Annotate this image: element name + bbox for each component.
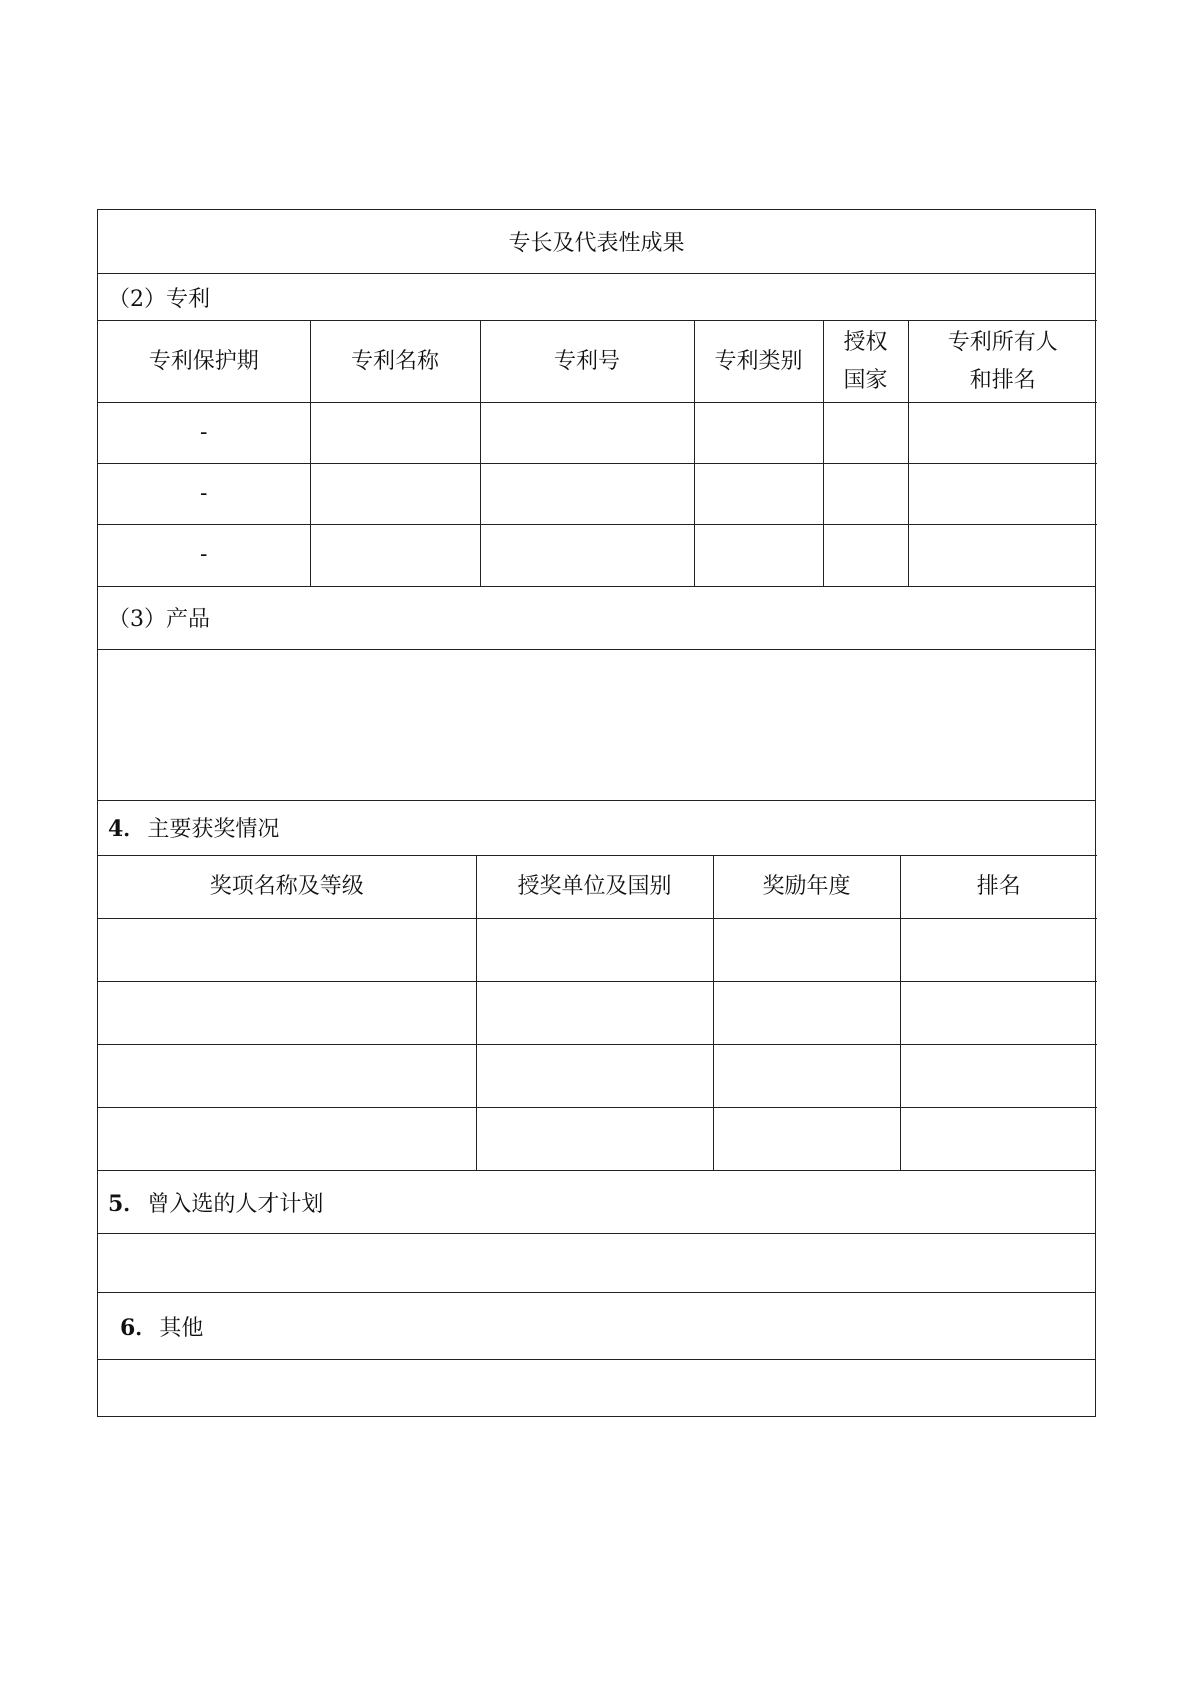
patent-cell[interactable] (823, 403, 908, 464)
patent-cell[interactable]: - (98, 525, 310, 586)
header-protection-period: 专利保护期 (98, 321, 310, 403)
header-patent-number: 专利号 (480, 321, 694, 403)
award-cell[interactable] (476, 918, 713, 981)
award-cell[interactable] (713, 981, 900, 1044)
achievements-form (97, 209, 1096, 1417)
patent-section-number: （2） (108, 286, 166, 312)
patent-section (97, 209, 1096, 586)
patent-cell[interactable] (480, 464, 694, 525)
award-cell[interactable] (900, 1107, 1097, 1170)
table-row (98, 525, 1097, 586)
header-owner-line2: 和排名 (969, 367, 1036, 393)
header-award-unit: 授奖单位及国别 (476, 855, 713, 918)
header-auth-country-line2: 国家 (843, 367, 888, 393)
patent-cell[interactable] (694, 403, 823, 464)
patent-section-label (98, 274, 1095, 320)
awards-section-label (98, 801, 1095, 855)
product-section-label (98, 587, 1095, 649)
awards-table (98, 855, 1097, 1171)
other-entry-area[interactable] (98, 1359, 1095, 1416)
table-row (98, 981, 1097, 1044)
award-cell[interactable] (900, 1044, 1097, 1107)
patent-cell[interactable]: - (98, 464, 310, 525)
product-section-number: （3） (108, 607, 166, 632)
awards-section (97, 800, 1096, 1171)
talent-section-number: 5． (108, 1190, 146, 1217)
patent-cell[interactable] (823, 525, 908, 586)
header-auth-country-line1: 授权 (843, 329, 888, 355)
award-cell[interactable] (713, 918, 900, 981)
award-cell[interactable] (476, 1107, 713, 1170)
patent-section-text: 专利 (166, 286, 211, 312)
header-auth-country (823, 321, 908, 403)
other-section-text: 其他 (159, 1315, 204, 1341)
award-cell[interactable] (713, 1107, 900, 1170)
table-row (98, 403, 1097, 464)
talent-entry-area[interactable] (98, 1233, 1095, 1292)
product-section-text: 产品 (166, 607, 211, 632)
patent-cell[interactable] (480, 403, 694, 464)
patent-cell[interactable] (823, 464, 908, 525)
award-cell[interactable] (476, 1044, 713, 1107)
patent-cell[interactable] (908, 403, 1097, 464)
table-row (98, 1107, 1097, 1170)
form-title: 专长及代表性成果 (98, 210, 1095, 274)
patent-table (98, 320, 1097, 586)
patent-cell[interactable]: - (98, 403, 310, 464)
award-cell[interactable] (98, 1107, 476, 1170)
patent-cell[interactable] (908, 464, 1097, 525)
header-owner-line1: 专利所有人 (947, 329, 1058, 355)
patent-cell[interactable] (310, 403, 480, 464)
patent-cell[interactable] (694, 464, 823, 525)
awards-section-text: 主要获奖情况 (147, 817, 280, 842)
header-award-name: 奖项名称及等级 (98, 855, 476, 918)
header-award-year: 奖励年度 (713, 855, 900, 918)
header-patent-name: 专利名称 (310, 321, 480, 403)
award-cell[interactable] (98, 918, 476, 981)
award-cell[interactable] (900, 918, 1097, 981)
header-owner-ranking (908, 321, 1097, 403)
patent-cell[interactable] (908, 525, 1097, 586)
talent-section-label (98, 1171, 1095, 1233)
header-award-rank: 排名 (900, 855, 1097, 918)
awards-section-number: 4． (108, 816, 146, 842)
award-cell[interactable] (98, 981, 476, 1044)
award-cell[interactable] (98, 1044, 476, 1107)
awards-header-row (98, 855, 1097, 918)
table-row (98, 918, 1097, 981)
other-section (97, 1292, 1096, 1417)
header-patent-type: 专利类别 (694, 321, 823, 403)
award-cell[interactable] (476, 981, 713, 1044)
patent-cell[interactable] (310, 525, 480, 586)
award-cell[interactable] (900, 981, 1097, 1044)
talent-section (97, 1170, 1096, 1292)
award-cell[interactable] (713, 1044, 900, 1107)
product-section (97, 586, 1096, 800)
product-entry-area[interactable] (98, 649, 1095, 800)
patent-header-row (98, 321, 1097, 403)
talent-section-text: 曾入选的人才计划 (147, 1191, 324, 1217)
patent-cell[interactable] (694, 525, 823, 586)
patent-cell[interactable] (310, 464, 480, 525)
table-row (98, 464, 1097, 525)
other-section-label (98, 1293, 1095, 1359)
other-section-number: 6． (120, 1314, 158, 1341)
table-row (98, 1044, 1097, 1107)
patent-cell[interactable] (480, 525, 694, 586)
